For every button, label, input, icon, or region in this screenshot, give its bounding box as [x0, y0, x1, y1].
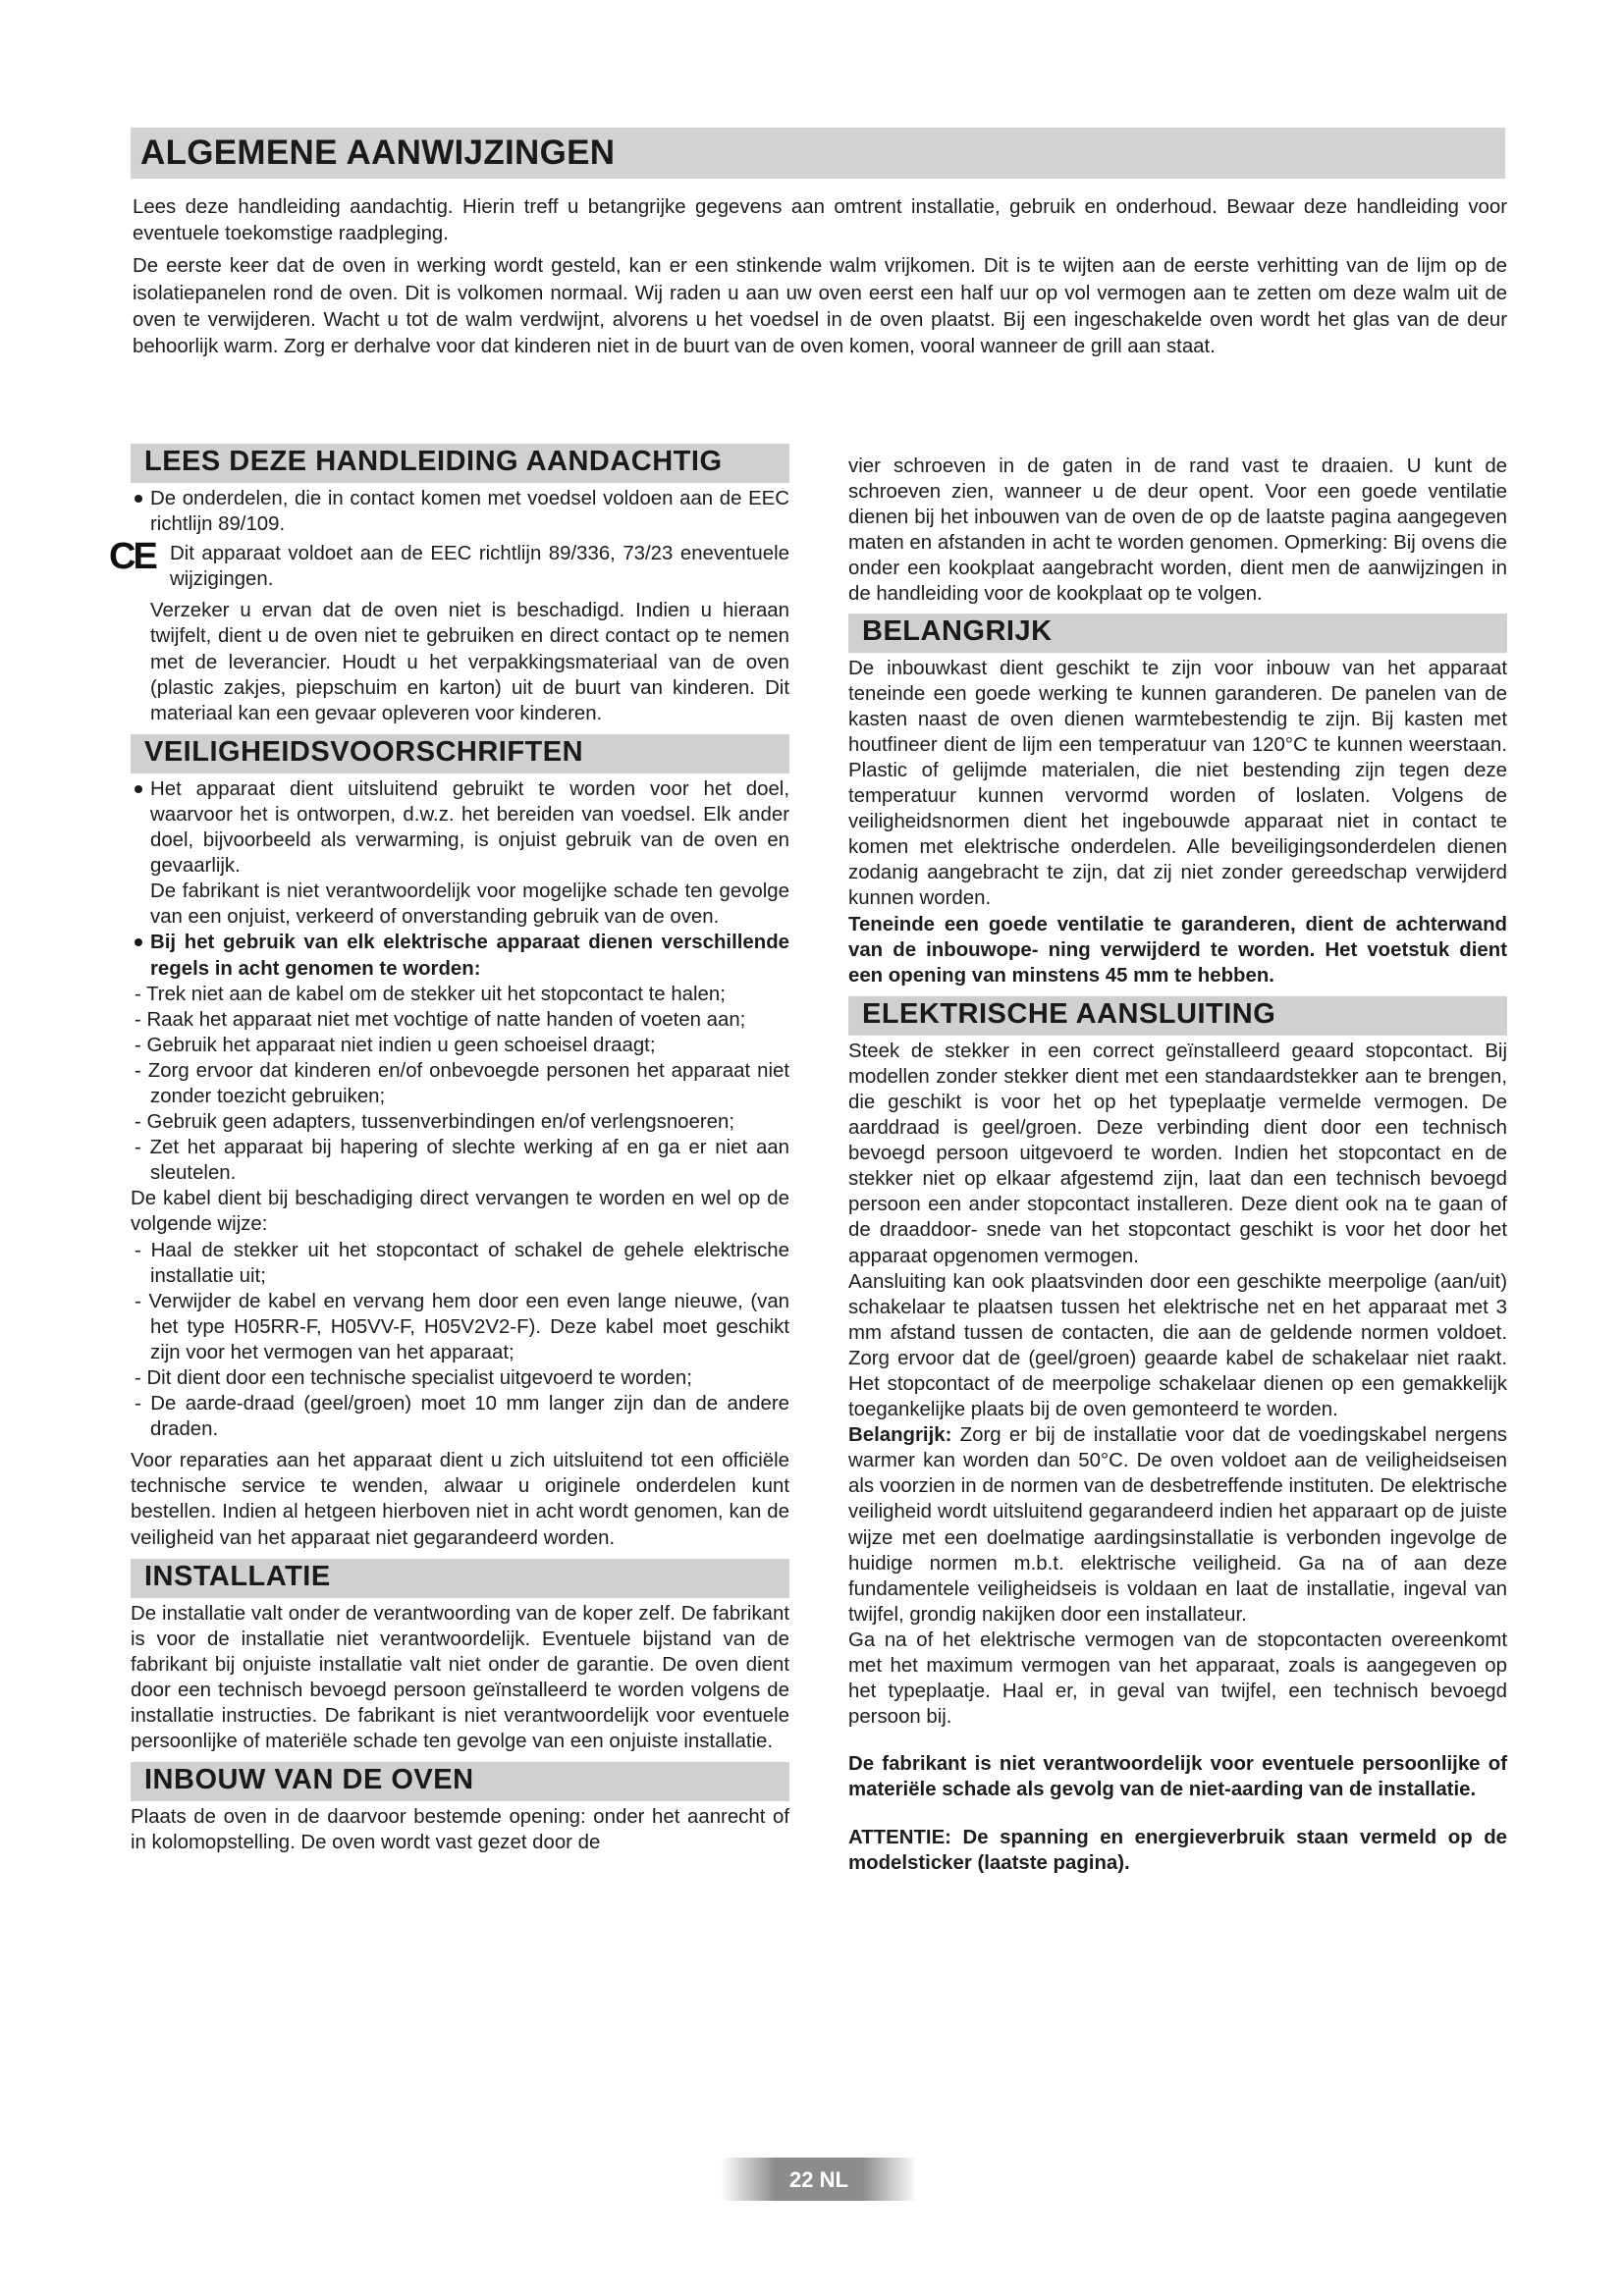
list-item: - Trek niet aan de kabel om de stekker uit het stopcontact te halen;: [135, 983, 726, 1005]
bold-note: ATTENTIE: De spanning en energieverbruik staan vermeld op de modelsticker (laatste pagina).: [848, 1826, 1507, 1874]
list-item: - De aarde-draad (geel/groen) moet 10 mm langer zijn dan de andere draden.: [135, 1393, 789, 1441]
section-title: INSTALLATIE: [144, 1560, 331, 1592]
page-title: ALGEMENE AANWIJZINGEN: [140, 133, 616, 172]
list-item: - Zorg ervoor dat kinderen en/of onbevoegde personen het apparaat niet zonder toezicht gebruiken;: [135, 1059, 789, 1107]
text: Zorg er bij de installatie voor dat de voedingskabel nergens warmer kan worden dan 50°C. De oven voldoet aan de veiligheidseisen als voorzien in de normen van de desbetreffende instituten. De elektrische veiligheid wordt uitsluitend gegarandeerd indien het apparaart op de juiste wijze met een doelmatige aardingsinstallatie is verbonden ingevolge de huidige normen m.b.t. elektrische veiligheid. Ga na of aan deze fundamentele veiligheidseis is voldaan en laat de installatie, ingeval van twijfel, grondig nakijken door een installateur.: [848, 1424, 1507, 1626]
list-item: - Raak het apparaat niet met vochtige of natte handen of voeten aan;: [135, 1008, 746, 1031]
bold-paragraph: Teneinde een goede ventilatie te garanderen, dient de achterwand van de inbouwope- ning verwijderd te worden. Het voetstuk dient een opening van minstens 45 mm te hebben.: [848, 913, 1507, 987]
paragraph: Aansluiting kan ook plaatsvinden door een geschikte meerpolige (aan/uit) schakelaar te plaatsen tussen het elektrische net en het apparaat met 3 mm afstand tussen de contacten, die aan de geldende normen voldoet. Zorg ervoor dat de (geel/groen) geaarde kabel de schakelaar niet raakt. Het stopcontact of de meerpolige schakelaar dienen op een gemakkelijk toegankelijke plaats bij de oven gemonteerd te worden.: [848, 1270, 1507, 1421]
section-header-inbouw: [131, 1762, 789, 1801]
section-title: VEILIGHEIDSVOORSCHRIFTEN: [144, 735, 584, 768]
paragraph: De installatie valt onder de verantwoording van de koper zelf. De fabrikant is voor de installatie niet verantwoordelijk. Eventuele bijstand van de fabrikant bij onjuiste installatie valt niet onder de garantie. De oven dient door een technisch bevoegd persoon geïnstalleerd te worden volgens de installatie instructies. De fabrikant is niet verantwoordelijk voor eventuele persoonlijke of materiële schade ten gevolge van een onjuiste installatie.: [131, 1602, 789, 1753]
ce-statement: [109, 536, 789, 592]
page-number: 22 NL: [789, 2167, 848, 2192]
section-title: INBOUW VAN DE OVEN: [144, 1764, 474, 1796]
main-title-bar: [131, 128, 1505, 179]
section-header-lees: [131, 444, 789, 483]
bullet-item: Bij het gebruik van elk elektrische apparaat dienen verschillende regels in acht genomen te worden:: [131, 930, 789, 981]
paragraph: [848, 1422, 1507, 1628]
paragraph: Verzeker u ervan dat de oven niet is beschadigd. Indien u hieraan twijfelt, dient u de oven niet te gebruiken en direct contact op te nemen met de leverancier. Houdt u het verpakkingsmateriaal van de oven (plastic zakjes, piepschuim en karton) uit de buurt van kinderen. Dit materiaal kan een gevaar opleveren voor kinderen.: [150, 600, 789, 724]
paragraph: Voor reparaties aan het apparaat dient u zich uitsluitend tot een officiële technische service te wenden, alwaar u originele onderdelen kunt bestellen. Indien al hetgeen hierboven niet in acht wordt genomen, kan de veiligheid van het apparaat niet gegarandeerd worden.: [131, 1450, 789, 1549]
list-item: - Verwijder de kabel en vervang hem door een even lange nieuwe, (van het type H05RR-F, H05VV-F, H05V2V2-F). Deze kabel moet geschikt zijn voor het vermogen van het apparaat;: [135, 1290, 789, 1363]
section-header-veiligheid: [131, 734, 789, 774]
paragraph: De fabrikant is niet verantwoordelijk voor mogelijke schade ten gevolge van een onjuist, verkeerd of onverstanding gebruik van de oven.: [150, 881, 789, 929]
list-item: - Haal de stekker uit het stopcontact of schakel de gehele elektrische installatie uit;: [135, 1239, 789, 1287]
paragraph: Ga na of het elektrische vermogen van de stopcontacten overeenkomt met het maximum vermogen van het apparaat, zoals is aangegeven op het typeplaatje. Haal er, in geval van twijfel, een technisch bevoegd persoon bij.: [848, 1629, 1507, 1729]
paragraph: De inbouwkast dient geschikt te zijn voor inbouw van het apparaat teneinde een goede werking te kunnen garanderen. De panelen van de kasten naast de oven dienen warmtebestendig te zijn. Bij kasten met houtfineer dient de lijm een temperatuur van 120°C te kunnen weerstaan. Plastic of gelijmde materialen, die niet bestending zijn tegen deze temperatuur kunnen vervormd worden of loslaten. Volgens de veiligheidsnormen dient het ingebouwde apparaat niet in contact te komen met elektrische onderdelen. Alle beveiligingsonderdelen dienen zodanig aangebracht te zijn, dat zij niet zonder gereedschap verwijderd kunnen worden.: [848, 657, 1507, 910]
paragraph: vier schroeven in de gaten in de rand vast te draaien. U kunt de schroeven zien, wanneer u de deur opent. Voor een goede ventilatie dienen bij het inbouwen van de oven de op de laatste pagina aangegeven maten en afstanden in acht te worden genomen. Opmerking: Bij ovens die onder een kookplaat aangebracht worden, dient men de aanwijzingen in de handleiding voor de kookplaat op te volgen.: [848, 455, 1507, 606]
section-header-installatie: [131, 1559, 789, 1598]
intro-paragraph: Lees deze handleiding aandachtig. Hierin treff u betangrijke gegevens aan omtrent installatie, gebruik en onderhoud. Bewaar deze handleiding voor eventuele toekomstige raadpleging.: [133, 196, 1507, 245]
paragraph: De kabel dient bij beschadiging direct vervangen te worden en wel op de volgende wijze:: [131, 1188, 789, 1236]
intro-paragraph: De eerste keer dat de oven in werking wordt gesteld, kan er een stinkende walm vrijkomen. Dit is te wijten aan de eerste verhitting van de lijm op de isolatiepanelen rond de oven. Dit is volkomen normaal. Wij raden u aan uw oven eerst een half uur op vol vermogen aan te zetten om deze walm uit de oven te verwijderen. Wacht u tot de walm verdwijnt, alvorens u het voedsel in de oven plaatst. Bij een ingeschakelde oven wordt het glas van de deur behoorlijk warm. Zorg er derhalve voor dat kinderen niet in de buurt van de oven komen, vooral wanneer de grill aan staat.: [133, 255, 1507, 358]
label: Belangrijk:: [848, 1424, 952, 1447]
bullet-item: De onderdelen, die in contact komen met voedsel voldoen aan de EEC richtlijn 89/109.: [131, 486, 789, 537]
list-item: - Zet het apparaat bij hapering of slechte werking af en ga er niet aan sleutelen.: [135, 1137, 789, 1185]
bullet-item: Het apparaat dient uitsluitend gebruikt te worden voor het doel, waarvoor het is ontworpen, d.w.z. het bereiden van voedsel. Elk ander doel, bijvoorbeeld als verwarming, is onjuist gebruik van de oven en gevaarlijk.: [131, 776, 789, 879]
ce-mark-icon: CE: [109, 536, 155, 578]
list-item: - Gebruik geen adapters, tussenverbindingen en/of verlengsnoeren;: [135, 1111, 734, 1134]
list-item: - Dit dient door een technische specialist uitgevoerd te worden;: [135, 1367, 692, 1389]
page-number-badge: [721, 2158, 917, 2201]
paragraph: Plaats de oven in de daarvoor bestemde opening: onder het aanrecht of in kolomopstelling. De oven wordt vast gezet door de: [131, 1806, 789, 1854]
right-column: [848, 454, 1507, 1876]
section-header-belangrijk: [848, 614, 1507, 653]
section-title: LEES DEZE HANDLEIDING AANDACHTIG: [144, 446, 723, 477]
section-header-elektrisch: [848, 996, 1507, 1036]
section-title: ELEKTRISCHE AANSLUITING: [862, 997, 1276, 1030]
section-title: BELANGRIJK: [862, 614, 1053, 647]
paragraph: Steek de stekker in een correct geïnstalleerd geaard stopcontact. Bij modellen zonder stekker dient met een standaardstekker aan te brengen, die geschikt is voor het op het typeplaatje vermelde vermogen. De aarddraad is geel/groen. Deze verbinding dient door een technisch bevoegd persoon uitgevoerd te worden. Indien het stopcontact en de stekker niet op elkaar afgestemd zijn, laat dan een technisch bevoegd persoon een ander stopcontact installeren. Deze dient ook na te gaan of de draaddoor- snede van het stopcontact geschikt is voor het door het apparaat opgenomen vermogen.: [848, 1040, 1507, 1267]
intro-section: [133, 194, 1507, 366]
list-item: - Gebruik het apparaat niet indien u geen schoeisel draagt;: [135, 1034, 656, 1056]
left-column: [109, 444, 789, 1855]
bold-note: De fabrikant is niet verantwoordelijk voor eventuele persoonlijke of materiële schade als gevolg van de niet-aarding van de installatie.: [848, 1753, 1507, 1801]
ce-text: Dit apparaat voldoet aan de EEC richtlijn 89/336, 73/23 eneventuele wijzigingen.: [170, 543, 789, 591]
